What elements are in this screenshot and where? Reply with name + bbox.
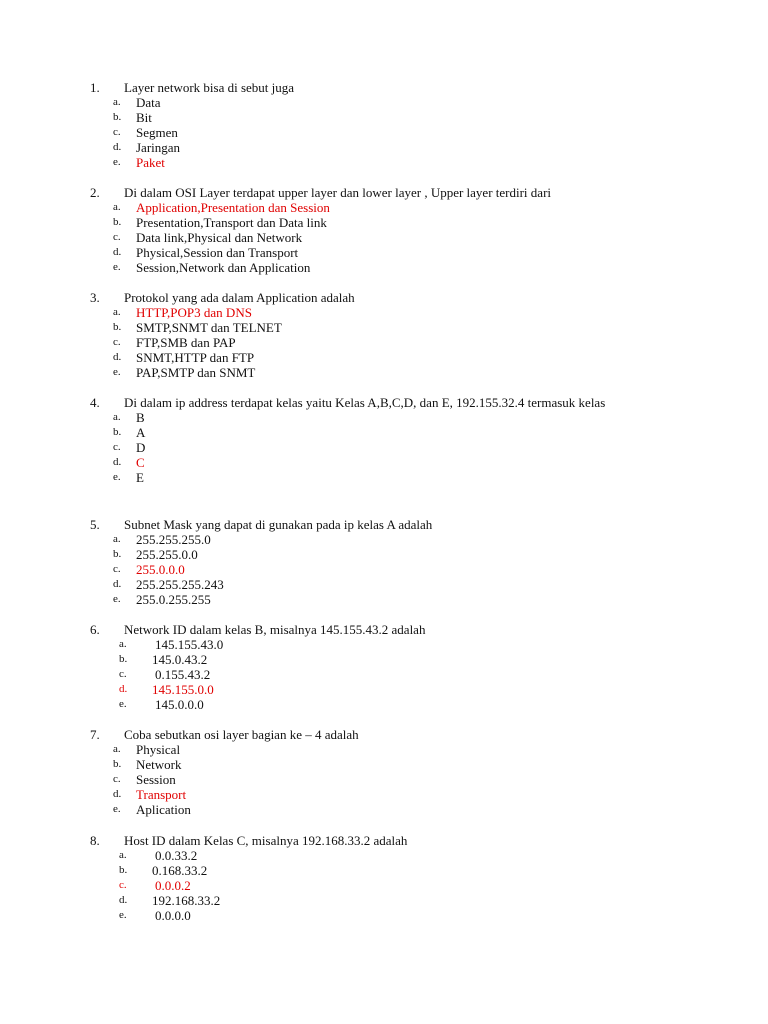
option-letter: e. [113, 156, 121, 168]
question-text: Coba sebutkan osi layer bagian ke – 4 adalah [124, 727, 359, 742]
option-c [90, 667, 690, 682]
question-number: 7. [90, 727, 100, 742]
option-text: SMTP,SNMT dan TELNET [136, 320, 282, 335]
option-b [90, 652, 690, 667]
option-letter: d. [113, 788, 122, 800]
option-letter: d. [113, 456, 122, 468]
option-letter: b. [113, 321, 122, 333]
option-a [90, 637, 690, 652]
option-text: 0.0.33.2 [155, 848, 198, 863]
option-text: 0.155.43.2 [155, 667, 211, 682]
question-text: Subnet Mask yang dapat di gunakan pada ip kelas A adalah [124, 517, 433, 532]
option-text: Presentation,Transport dan Data link [136, 215, 327, 230]
correct-answer-text: Transport [136, 787, 187, 802]
correct-answer-text: 255.0.0.0 [136, 562, 185, 577]
option-b [90, 425, 670, 440]
correct-answer-text: Paket [136, 155, 165, 170]
option-letter: a. [119, 849, 127, 861]
option-c [90, 230, 690, 245]
option-text: 145.0.0.0 [155, 697, 204, 712]
option-a [90, 200, 690, 215]
option-text: 255.255.255.0 [136, 532, 211, 547]
option-letter: c. [113, 773, 121, 785]
option-letter: e. [119, 909, 127, 921]
option-text: Segmen [136, 125, 178, 140]
option-d [90, 682, 690, 697]
option-e [90, 802, 690, 817]
option-a [90, 848, 690, 863]
question-number: 6. [90, 622, 100, 637]
option-text: E [136, 470, 144, 485]
option-letter: e. [119, 698, 127, 710]
option-e [90, 697, 690, 712]
question-text: Host ID dalam Kelas C, misalnya 192.168.33.2 adalah [124, 833, 408, 848]
option-d [90, 787, 690, 802]
option-letter: d. [119, 683, 128, 695]
question-text: Di dalam ip address terdapat kelas yaitu Kelas A,B,C,D, dan E, 192.155.32.4 termasuk kelas [124, 395, 606, 410]
option-letter: c. [113, 126, 121, 138]
option-letter: a. [113, 96, 121, 108]
option-c [90, 772, 690, 787]
option-c [90, 878, 690, 893]
option-text: Physical [136, 742, 181, 757]
question-number: 2. [90, 185, 100, 200]
option-letter: b. [113, 216, 122, 228]
question-stem [90, 80, 690, 95]
option-letter: e. [113, 366, 121, 378]
option-text: 192.168.33.2 [152, 893, 221, 908]
question-text: Di dalam OSI Layer terdapat upper layer dan lower layer , Upper layer terdiri dari [124, 185, 552, 200]
option-text: Data link,Physical dan Network [136, 230, 303, 245]
option-b [90, 863, 690, 878]
option-letter: d. [113, 578, 122, 590]
option-letter: d. [119, 894, 128, 906]
option-letter: e. [113, 261, 121, 273]
option-d [90, 350, 690, 365]
option-letter: c. [113, 336, 121, 348]
question-number: 8. [90, 833, 100, 848]
question-number: 4. [90, 395, 100, 410]
option-text: 255.255.255.243 [136, 577, 224, 592]
option-text: Session [136, 772, 176, 787]
option-a [90, 305, 690, 320]
option-letter: c. [113, 563, 121, 575]
option-letter: d. [113, 141, 122, 153]
option-text: Physical,Session dan Transport [136, 245, 299, 260]
option-c [90, 335, 690, 350]
question-7 [90, 727, 690, 817]
option-a [90, 532, 690, 547]
option-d [90, 140, 690, 155]
option-letter: b. [119, 653, 128, 665]
option-letter: e. [113, 593, 121, 605]
option-letter: c. [119, 879, 127, 891]
question-number: 3. [90, 290, 100, 305]
option-b [90, 215, 690, 230]
option-text: Data [136, 95, 161, 110]
option-b [90, 547, 690, 562]
correct-answer-text: Application,Presentation dan Session [136, 200, 330, 215]
option-text: Session,Network dan Application [136, 260, 311, 275]
question-stem [90, 185, 690, 200]
option-text: Network [136, 757, 182, 772]
correct-answer-text: 145.155.0.0 [152, 682, 214, 697]
question-text: Network ID dalam kelas B, misalnya 145.155.43.2 adalah [124, 622, 426, 637]
option-letter: c. [119, 668, 127, 680]
option-text: 0.168.33.2 [152, 863, 208, 878]
option-e [90, 155, 690, 170]
option-a [90, 742, 690, 757]
option-a [90, 410, 670, 425]
option-b [90, 110, 690, 125]
option-letter: b. [113, 758, 122, 770]
option-letter: c. [113, 231, 121, 243]
correct-answer-text: C [136, 455, 145, 470]
option-letter: c. [113, 441, 121, 453]
question-text: Protokol yang ada dalam Application adalah [124, 290, 355, 305]
option-letter: b. [113, 426, 122, 438]
option-letter: d. [113, 351, 122, 363]
option-text: 145.155.43.0 [155, 637, 224, 652]
correct-answer-text: HTTP,POP3 dan DNS [136, 305, 252, 320]
option-text: 255.0.255.255 [136, 592, 211, 607]
option-text: 145.0.43.2 [152, 652, 208, 667]
option-b [90, 320, 690, 335]
option-letter: b. [113, 111, 122, 123]
option-e [90, 470, 670, 485]
question-number: 1. [90, 80, 100, 95]
question-stem [90, 622, 690, 637]
option-text: B [136, 410, 145, 425]
option-text: 255.255.0.0 [136, 547, 198, 562]
question-2 [90, 185, 690, 275]
option-d [90, 893, 690, 908]
question-number: 5. [90, 517, 100, 532]
option-c [90, 440, 670, 455]
option-letter: b. [119, 864, 128, 876]
option-letter: a. [113, 201, 121, 213]
correct-answer-text: 0.0.0.2 [155, 878, 191, 893]
question-8 [90, 833, 690, 923]
question-6 [90, 622, 690, 712]
option-e [90, 908, 690, 923]
option-text: FTP,SMB dan PAP [136, 335, 236, 350]
option-letter: b. [113, 548, 122, 560]
question-stem [90, 290, 690, 305]
option-letter: a. [113, 306, 121, 318]
option-d [90, 577, 690, 592]
option-letter: a. [113, 411, 121, 423]
option-text: 0.0.0.0 [155, 908, 191, 923]
option-text: D [136, 440, 146, 455]
option-text: Aplication [136, 802, 191, 817]
question-stem [90, 833, 690, 848]
option-text: SNMT,HTTP dan FTP [136, 350, 255, 365]
question-5 [90, 517, 690, 607]
question-1 [90, 80, 690, 170]
option-e [90, 365, 690, 380]
option-c [90, 125, 690, 140]
option-b [90, 757, 690, 772]
option-d [90, 245, 690, 260]
option-letter: a. [113, 533, 121, 545]
option-letter: d. [113, 246, 122, 258]
option-a [90, 95, 690, 110]
option-letter: a. [119, 638, 127, 650]
question-stem [90, 395, 670, 410]
option-text: Jaringan [136, 140, 181, 155]
option-e [90, 260, 690, 275]
option-text: PAP,SMTP dan SNMT [136, 365, 256, 380]
option-e [90, 592, 690, 607]
question-text: Layer network bisa di sebut juga [124, 80, 295, 95]
question-4 [90, 395, 670, 485]
option-letter: e. [113, 471, 121, 483]
option-text: A [136, 425, 146, 440]
option-d [90, 455, 670, 470]
question-stem [90, 517, 690, 532]
option-text: Bit [136, 110, 152, 125]
question-stem [90, 727, 690, 742]
question-3 [90, 290, 690, 380]
option-c [90, 562, 690, 577]
option-letter: e. [113, 803, 121, 815]
option-letter: a. [113, 743, 121, 755]
